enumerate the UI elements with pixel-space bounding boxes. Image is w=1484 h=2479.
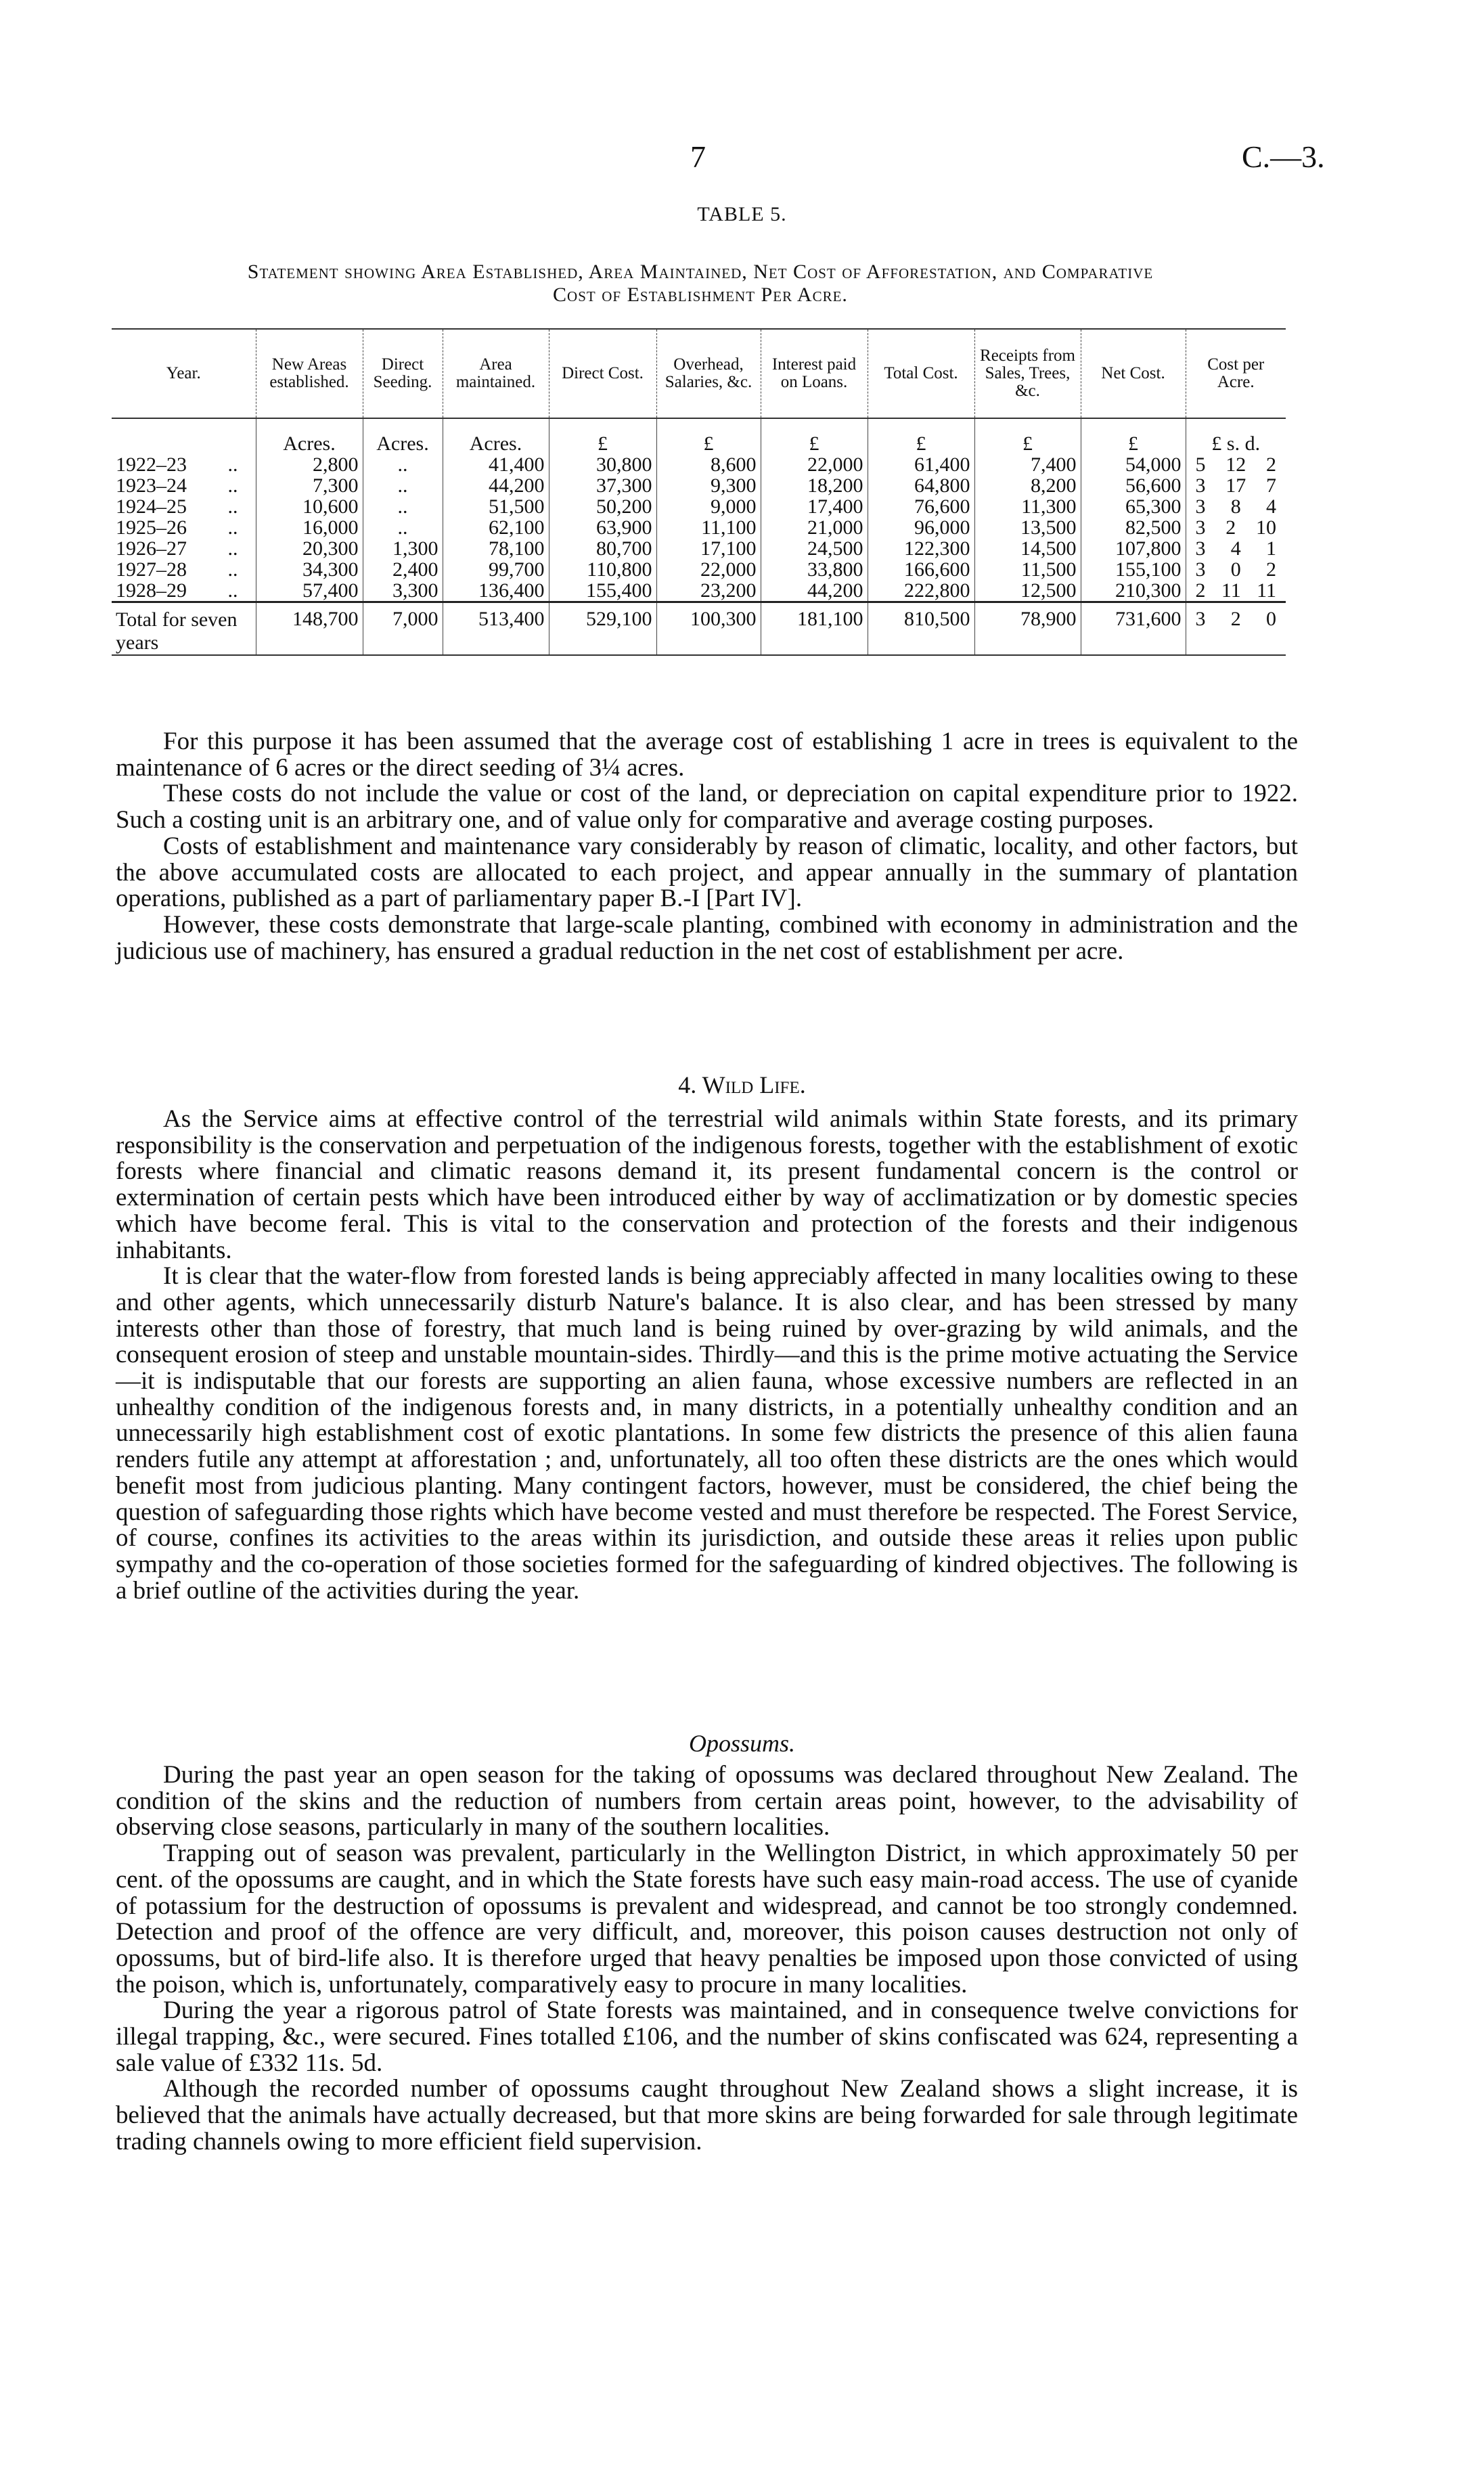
year-cell — [112, 496, 256, 517]
unit-cell: £ — [549, 418, 656, 454]
document-reference: C.—3. — [1242, 139, 1325, 174]
unit-cell: £ — [656, 418, 761, 454]
value-cell: 50,200 — [549, 496, 656, 517]
year-label: 1923–24 — [116, 474, 187, 497]
value-cell: 2,800 — [256, 454, 363, 475]
year-label: 1927–28 — [116, 558, 187, 581]
value-cell: 166,600 — [868, 559, 974, 580]
cost-part: 2 — [1266, 453, 1276, 476]
unit-cell: Acres. — [443, 418, 549, 454]
leader-dots: .. — [227, 516, 238, 539]
value-cell: 24,500 — [761, 538, 868, 559]
year-cell — [112, 517, 256, 538]
value-cell: 54,000 — [1081, 454, 1186, 475]
total-value-cell: 529,100 — [549, 602, 656, 656]
paragraph: Trapping out of season was prevalent, particularly in the Wellington District, in which approximately 50 per cent. of the opossums are caught, and in which the State forests have such easy main-road access. The use of cyanide of potassium for the destruction of opossums is prevalent and widespread, and cannot be too strongly condemned. Detection and proof of the offence are very difficult, and, moreover, this poison causes destruction not only of opossums, but of bird-life also. It is therefore urged that heavy penalties be imposed upon those convicted of using the poison, which is, unfortunately, comparatively easy to procure in many localities. — [116, 1839, 1298, 1998]
cost-part: 17 — [1226, 474, 1246, 497]
year-cell — [112, 580, 256, 602]
leader-dots: .. — [227, 537, 238, 560]
value-cell: 107,800 — [1081, 538, 1186, 559]
value-cell: 18,200 — [761, 475, 868, 496]
total-value-cell: 7,000 — [363, 602, 443, 656]
cost-part: 11 — [1257, 579, 1276, 602]
unit-cell: £ — [974, 418, 1081, 454]
table-row — [112, 559, 1286, 580]
value-cell: 41,400 — [443, 454, 549, 475]
table-row — [112, 517, 1286, 538]
unit-cell: £ s. d. — [1186, 418, 1286, 454]
value-cell: 13,500 — [974, 517, 1081, 538]
value-cell: 20,300 — [256, 538, 363, 559]
value-cell: 99,700 — [443, 559, 549, 580]
value-cell: 10,600 — [256, 496, 363, 517]
costing-notes — [116, 729, 1298, 964]
paragraph: Costs of establishment and maintenance vary considerably by reason of climatic, locality, and other factors, but the above accumulated costs are allocated to each project, and appear annually in the summary of plantation operations, published as a part of parliamentary paper B.-I [Part IV]. — [116, 832, 1298, 913]
table-row — [112, 538, 1286, 559]
cost-part: 4 — [1266, 495, 1276, 518]
unit-cell: £ — [1081, 418, 1186, 454]
units-row — [112, 418, 1286, 454]
pounds-shillings-pence — [1190, 559, 1282, 580]
cost-part: 2 — [1266, 558, 1276, 581]
paragraph: However, these costs demonstrate that large-scale planting, combined with economy in administration and the judicious use of machinery, has ensured a gradual reduction in the net cost of establishment per acre. — [116, 910, 1298, 965]
cost-part: 2 — [1195, 579, 1206, 602]
value-cell: 56,600 — [1081, 475, 1186, 496]
value-cell: 64,800 — [868, 475, 974, 496]
value-cell: .. — [363, 517, 443, 538]
total-value-cell: 731,600 — [1081, 602, 1186, 656]
cost-part: 3 — [1195, 495, 1206, 518]
value-cell: 11,300 — [974, 496, 1081, 517]
column-header: Direct Seeding. — [363, 329, 443, 418]
section-heading-wild-life: 4. Wild Life. — [678, 1071, 806, 1098]
unit-cell: £ — [868, 418, 974, 454]
value-cell: 22,000 — [656, 559, 761, 580]
cost-per-acre-cell — [1186, 454, 1286, 475]
column-header: Year. — [112, 329, 256, 418]
value-cell: 63,900 — [549, 517, 656, 538]
paragraph: These costs do not include the value or cost of the land, or depreciation on capital expenditure prior to 1922. Such a costing unit is an arbitrary one, and of value only for comparative and average costing purposes. — [116, 780, 1298, 834]
afforestation-cost-table — [112, 328, 1286, 656]
value-cell: 23,200 — [656, 580, 761, 602]
value-cell: 96,000 — [868, 517, 974, 538]
value-cell: 82,500 — [1081, 517, 1186, 538]
pounds-shillings-pence — [1190, 538, 1282, 559]
column-header: Total Cost. — [868, 329, 974, 418]
value-cell: 80,700 — [549, 538, 656, 559]
unit-cell: Acres. — [256, 418, 363, 454]
value-cell: 3,300 — [363, 580, 443, 602]
paragraph: As the Service aims at effective control of the terrestrial wild animals within State forests, and its primary responsibility is the conservation and perpetuation of the indigenous forests, together with the establishment of exotic forests where financial and climatic reasons demand it, its present fundamental concern is the control or extermination of certain pests which have been introduced either by way of acclimatization or by domestic species which have become feral. This is vital to the conservation and protection of the forests and their indigenous inhabitants. — [116, 1105, 1298, 1264]
leader-dots: .. — [227, 579, 238, 602]
unit-cell — [112, 418, 256, 454]
table-row — [112, 496, 1286, 517]
value-cell: 155,400 — [549, 580, 656, 602]
paragraph: During the past year an open season for the taking of opossums was declared throughout New Zealand. The condition of the skins and the reduction of numbers from certain areas point, however, to the advisability of observing close seasons, particularly in many of the southern localities. — [116, 1761, 1298, 1841]
year-label: 1922–23 — [116, 453, 187, 476]
paragraph: Although the recorded number of opossums caught throughout New Zealand shows a slight increase, it is believed that the animals have actually decreased, but that more skins are being forwarded for sale through legitimate trading channels owing to more efficient field supervision. — [116, 2075, 1298, 2156]
column-header: Area maintained. — [443, 329, 549, 418]
cost-per-acre-cell — [1186, 538, 1286, 559]
value-cell: 8,600 — [656, 454, 761, 475]
value-cell: 136,400 — [443, 580, 549, 602]
year-label: 1926–27 — [116, 537, 187, 560]
cost-part: 12 — [1226, 453, 1246, 476]
table-caption-line2: Cost of Establishment Per Acre. — [553, 284, 848, 306]
column-header: Direct Cost. — [549, 329, 656, 418]
total-value-cell: 100,300 — [656, 602, 761, 656]
year-cell — [112, 559, 256, 580]
leader-dots: .. — [227, 558, 238, 581]
column-header: Overhead, Salaries, &c. — [656, 329, 761, 418]
column-header: Cost per Acre. — [1186, 329, 1286, 418]
total-label: Total for seven years — [112, 602, 256, 656]
cost-per-acre-cell — [1186, 580, 1286, 602]
total-row — [112, 602, 1286, 656]
column-header: Receipts from Sales, Trees, &c. — [974, 329, 1081, 418]
table-row — [112, 454, 1286, 475]
table-title: TABLE 5. — [697, 203, 787, 225]
page-number: 7 — [690, 139, 706, 174]
total-value-cell: 181,100 — [761, 602, 868, 656]
value-cell: 155,100 — [1081, 559, 1186, 580]
year-label: 1928–29 — [116, 579, 187, 602]
cost-part: 2 — [1230, 608, 1241, 630]
column-header: Net Cost. — [1081, 329, 1186, 418]
cost-part: 3 — [1195, 474, 1206, 497]
cost-part: 0 — [1230, 558, 1241, 581]
cost-part: 3 — [1195, 516, 1206, 539]
pounds-shillings-pence — [1190, 517, 1282, 538]
value-cell: 44,200 — [761, 580, 868, 602]
cost-part: 3 — [1195, 558, 1206, 581]
value-cell: 12,500 — [974, 580, 1081, 602]
value-cell: 110,800 — [549, 559, 656, 580]
year-cell — [112, 538, 256, 559]
value-cell: 7,400 — [974, 454, 1081, 475]
table-header-row — [112, 329, 1286, 418]
leader-dots: .. — [227, 474, 238, 497]
opossums-section — [116, 1762, 1298, 2156]
year-cell — [112, 475, 256, 496]
value-cell: 57,400 — [256, 580, 363, 602]
total-value-cell: 78,900 — [974, 602, 1081, 656]
value-cell: 51,500 — [443, 496, 549, 517]
table-caption-line1: Statement showing Area Established, Area Maintained, Net Cost of Afforestation, and Comparative — [247, 261, 1154, 283]
value-cell: 76,600 — [868, 496, 974, 517]
value-cell: 34,300 — [256, 559, 363, 580]
value-cell: 7,300 — [256, 475, 363, 496]
value-cell: 33,800 — [761, 559, 868, 580]
cost-per-acre-cell — [1186, 559, 1286, 580]
value-cell: 65,300 — [1081, 496, 1186, 517]
table-row — [112, 580, 1286, 602]
value-cell: 11,100 — [656, 517, 761, 538]
total-value-cell: 810,500 — [868, 602, 974, 656]
value-cell: 1,300 — [363, 538, 443, 559]
year-label: 1924–25 — [116, 495, 187, 518]
cost-part: 7 — [1266, 474, 1276, 497]
value-cell: 78,100 — [443, 538, 549, 559]
cost-part: 3 — [1195, 537, 1206, 560]
unit-cell: Acres. — [363, 418, 443, 454]
value-cell: 2,400 — [363, 559, 443, 580]
paragraph: During the year a rigorous patrol of State forests was maintained, and in consequence twelve convictions for illegal trapping, &c., were secured. Fines totalled £106, and the number of skins confiscated was 624, representing a sale value of £332 11s. 5d. — [116, 1996, 1298, 2077]
value-cell: 37,300 — [549, 475, 656, 496]
value-cell: .. — [363, 475, 443, 496]
cost-per-acre-cell — [1186, 496, 1286, 517]
value-cell: 61,400 — [868, 454, 974, 475]
leader-dots: .. — [227, 453, 238, 476]
cost-part: 2 — [1226, 516, 1236, 539]
table-row — [112, 475, 1286, 496]
total-value-cell: 513,400 — [443, 602, 549, 656]
value-cell: .. — [363, 496, 443, 517]
value-cell: 17,100 — [656, 538, 761, 559]
cost-part: 3 — [1195, 608, 1206, 630]
value-cell: 122,300 — [868, 538, 974, 559]
value-cell: 14,500 — [974, 538, 1081, 559]
value-cell: 16,000 — [256, 517, 363, 538]
leader-dots: .. — [227, 495, 238, 518]
cost-part: 10 — [1256, 516, 1276, 539]
year-label: 1925–26 — [116, 516, 187, 539]
value-cell: 9,000 — [656, 496, 761, 517]
unit-cell: £ — [761, 418, 868, 454]
paragraph: It is clear that the water-flow from forested lands is being appreciably affected in many localities owing to these and other agents, which unnecessarily disturb Nature's balance. It is also clear, and has been stressed by many interests other than those of forestry, that much land is being ruined by over-grazing by wild animals, and the consequent erosion of steep and unstable mountain-sides. Thirdly—and this is the prime motive actuating the Service—it is indisputable that our forests are supporting an alien fauna, whose excessive numbers are reflected in an unhealthy condition of the indigenous forests and, in many districts, in a potentially unhealthy condition and an unnecessarily high establishment cost of exotic plantations. In some few districts the presence of this alien fauna renders futile any attempt at afforestation ; and, unfortunately, all too often these districts are the ones which would benefit most from judicious planting. Many contingent factors, however, must be considered, the chief being the question of safeguarding those rights which have become vested and must therefore be respected. The Forest Service, of course, confines its activities to the areas within its jurisdiction, and outside these areas it relies upon public sympathy and the co-operation of those societies formed for the safeguarding of kindred objectives. The following is a brief outline of the activities during the year. — [116, 1262, 1298, 1605]
cost-per-acre-cell — [1186, 602, 1286, 656]
cost-part: 1 — [1266, 537, 1276, 560]
value-cell: 44,200 — [443, 475, 549, 496]
cost-per-acre-cell — [1186, 475, 1286, 496]
subheading-opossums: Opossums. — [688, 1730, 796, 1757]
cost-part: 4 — [1230, 537, 1241, 560]
value-cell: 62,100 — [443, 517, 549, 538]
paragraph: For this purpose it has been assumed that the average cost of establishing 1 acre in trees is equivalent to the maintenance of 6 acres or the direct seeding of 3¼ acres. — [116, 728, 1298, 782]
value-cell: .. — [363, 454, 443, 475]
pounds-shillings-pence — [1190, 496, 1282, 517]
column-header: Interest paid on Loans. — [761, 329, 868, 418]
value-cell: 22,000 — [761, 454, 868, 475]
pounds-shillings-pence — [1190, 608, 1282, 629]
pounds-shillings-pence — [1190, 580, 1282, 601]
cost-part: 11 — [1221, 579, 1241, 602]
cost-part: 8 — [1230, 495, 1241, 518]
column-header: New Areas established. — [256, 329, 363, 418]
year-cell — [112, 454, 256, 475]
total-value-cell: 148,700 — [256, 602, 363, 656]
value-cell: 21,000 — [761, 517, 868, 538]
value-cell: 9,300 — [656, 475, 761, 496]
cost-part: 5 — [1195, 453, 1206, 476]
value-cell: 210,300 — [1081, 580, 1186, 602]
pounds-shillings-pence — [1190, 454, 1282, 475]
value-cell: 11,500 — [974, 559, 1081, 580]
value-cell: 17,400 — [761, 496, 868, 517]
pounds-shillings-pence — [1190, 475, 1282, 496]
cost-part: 0 — [1266, 608, 1276, 630]
wild-life-section — [116, 1107, 1298, 1604]
value-cell: 8,200 — [974, 475, 1081, 496]
value-cell: 30,800 — [549, 454, 656, 475]
value-cell: 222,800 — [868, 580, 974, 602]
cost-per-acre-cell — [1186, 517, 1286, 538]
